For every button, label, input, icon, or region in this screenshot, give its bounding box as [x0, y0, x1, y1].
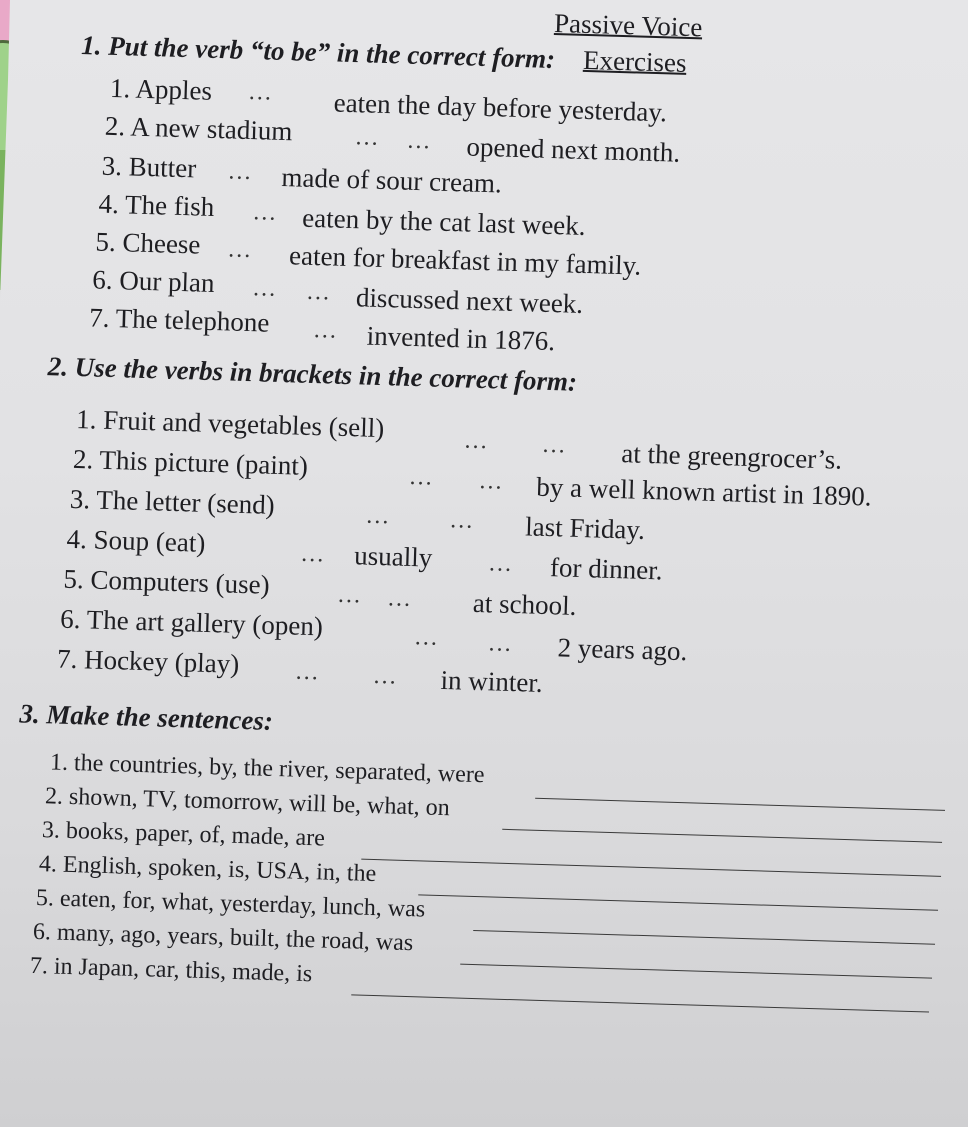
s2-item-5-before: 5. Computers (use) — [63, 563, 271, 600]
s2-item-6-blank-2: … — [487, 630, 514, 658]
s1-item-3-after: made of sour cream. — [281, 161, 503, 199]
s2-item-6-before: 6. The art gallery (open) — [59, 603, 324, 642]
s1-item-6-blank-1: … — [251, 275, 278, 302]
s2-item-3-blank-1: … — [365, 502, 391, 530]
s1-item-2-after: opened next month. — [466, 131, 681, 168]
s1-item-6-blank-2: … — [305, 278, 332, 306]
s3-item-1: 1. the countries, by, the river, separated, were — [49, 749, 485, 789]
s3-answer-line-3[interactable] — [361, 859, 941, 877]
s2-item-2-blank-2: … — [478, 467, 504, 495]
s3-answer-line-4[interactable] — [418, 894, 938, 910]
s2-item-3-before: 3. The letter (send) — [69, 483, 276, 520]
s2-item-4-blank-1: … — [299, 540, 326, 568]
s1-item-6-after: discussed next week. — [355, 282, 584, 319]
s2-item-4-mid: usually — [353, 540, 433, 573]
s1-item-4-after: eaten by the cat last week. — [301, 202, 586, 242]
s1-item-5-after: eaten for breakfast in my family. — [288, 240, 642, 281]
s1-item-7-after: invented in 1876. — [366, 320, 556, 357]
s1-item-7-blank-1: … — [312, 316, 339, 344]
s3-item-7: 7. in Japan, car, this, made, is — [29, 952, 313, 988]
s2-item-7-blank-2: … — [372, 662, 399, 690]
page-title: Passive Voice — [553, 7, 703, 43]
s1-item-2-blank-1: … — [354, 124, 381, 151]
s1-item-2-blank-2: … — [406, 127, 433, 155]
s2-item-6-after: 2 years ago. — [557, 632, 688, 667]
s3-item-2: 2. shown, TV, tomorrow, will be, what, on — [44, 783, 451, 822]
s2-item-3-after: last Friday. — [524, 511, 646, 545]
s3-item-5: 5. eaten, for, what, yesterday, lunch, was — [35, 885, 426, 923]
s1-item-1-blank-1: … — [247, 78, 274, 106]
s2-item-3-blank-2: … — [449, 507, 475, 534]
s1-item-3-blank-1: … — [227, 158, 254, 186]
s2-item-1-blank-1: … — [463, 427, 490, 455]
page-subtitle: Exercises — [582, 44, 687, 78]
section1-heading: 1. Put the verb “to be” in the correct form: — [80, 29, 556, 75]
s2-item-1-after: at the greengrocer’s. — [621, 438, 843, 475]
s1-item-4-before: 4. The fish — [98, 188, 215, 222]
s1-item-5-before: 5. Cheese — [95, 226, 201, 260]
s1-item-6-before: 6. Our plan — [91, 264, 215, 299]
s2-item-2-before: 2. This picture (paint) — [72, 443, 309, 481]
s2-item-7-after: in winter. — [440, 664, 544, 698]
s3-answer-line-7[interactable] — [351, 994, 929, 1012]
s2-item-4-blank-2: … — [487, 550, 514, 578]
section2-heading: 2. Use the verbs in brackets in the correct form: — [47, 351, 578, 397]
s2-item-7-before: 7. Hockey (play) — [56, 643, 240, 679]
s2-item-2-blank-1: … — [408, 463, 435, 491]
section3-heading: 3. Make the sentences: — [19, 698, 274, 736]
s1-item-4-blank-1: … — [252, 199, 278, 226]
s2-item-1-blank-2: … — [541, 431, 568, 459]
s2-item-4-after: for dinner. — [549, 552, 663, 586]
s2-item-6-blank-1: … — [413, 624, 440, 651]
s1-item-5-blank-1: … — [226, 236, 253, 264]
s2-item-2-after: by a well known artist in 1890. — [535, 471, 872, 512]
s2-item-7-blank-1: … — [294, 658, 321, 686]
s1-item-2-before: 2. A new stadium — [104, 110, 293, 147]
s2-item-4-before: 4. Soup (eat) — [66, 523, 206, 558]
s1-item-3-before: 3. Butter — [101, 150, 197, 184]
s1-item-1-after: eaten the day before yesterday. — [333, 87, 668, 128]
s3-item-6: 6. many, ago, years, built, the road, was — [32, 918, 414, 957]
s3-item-3: 3. books, paper, of, made, are — [41, 817, 326, 852]
s1-item-7-before: 7. The telephone — [88, 302, 270, 338]
s3-answer-line-1[interactable] — [535, 798, 945, 811]
s2-item-5-after: at school. — [472, 587, 577, 621]
s3-answer-line-6[interactable] — [460, 964, 932, 979]
s3-item-4: 4. English, spoken, is, USA, in, the — [38, 851, 377, 888]
s2-item-5-blank-1: … — [336, 581, 363, 609]
s3-answer-line-5[interactable] — [473, 930, 935, 945]
s2-item-5-blank-2: … — [386, 585, 413, 613]
s1-item-1-before: 1. Apples — [109, 72, 213, 106]
s3-answer-line-2[interactable] — [502, 829, 942, 843]
s2-item-1-before: 1. Fruit and vegetables (sell) — [75, 403, 385, 444]
